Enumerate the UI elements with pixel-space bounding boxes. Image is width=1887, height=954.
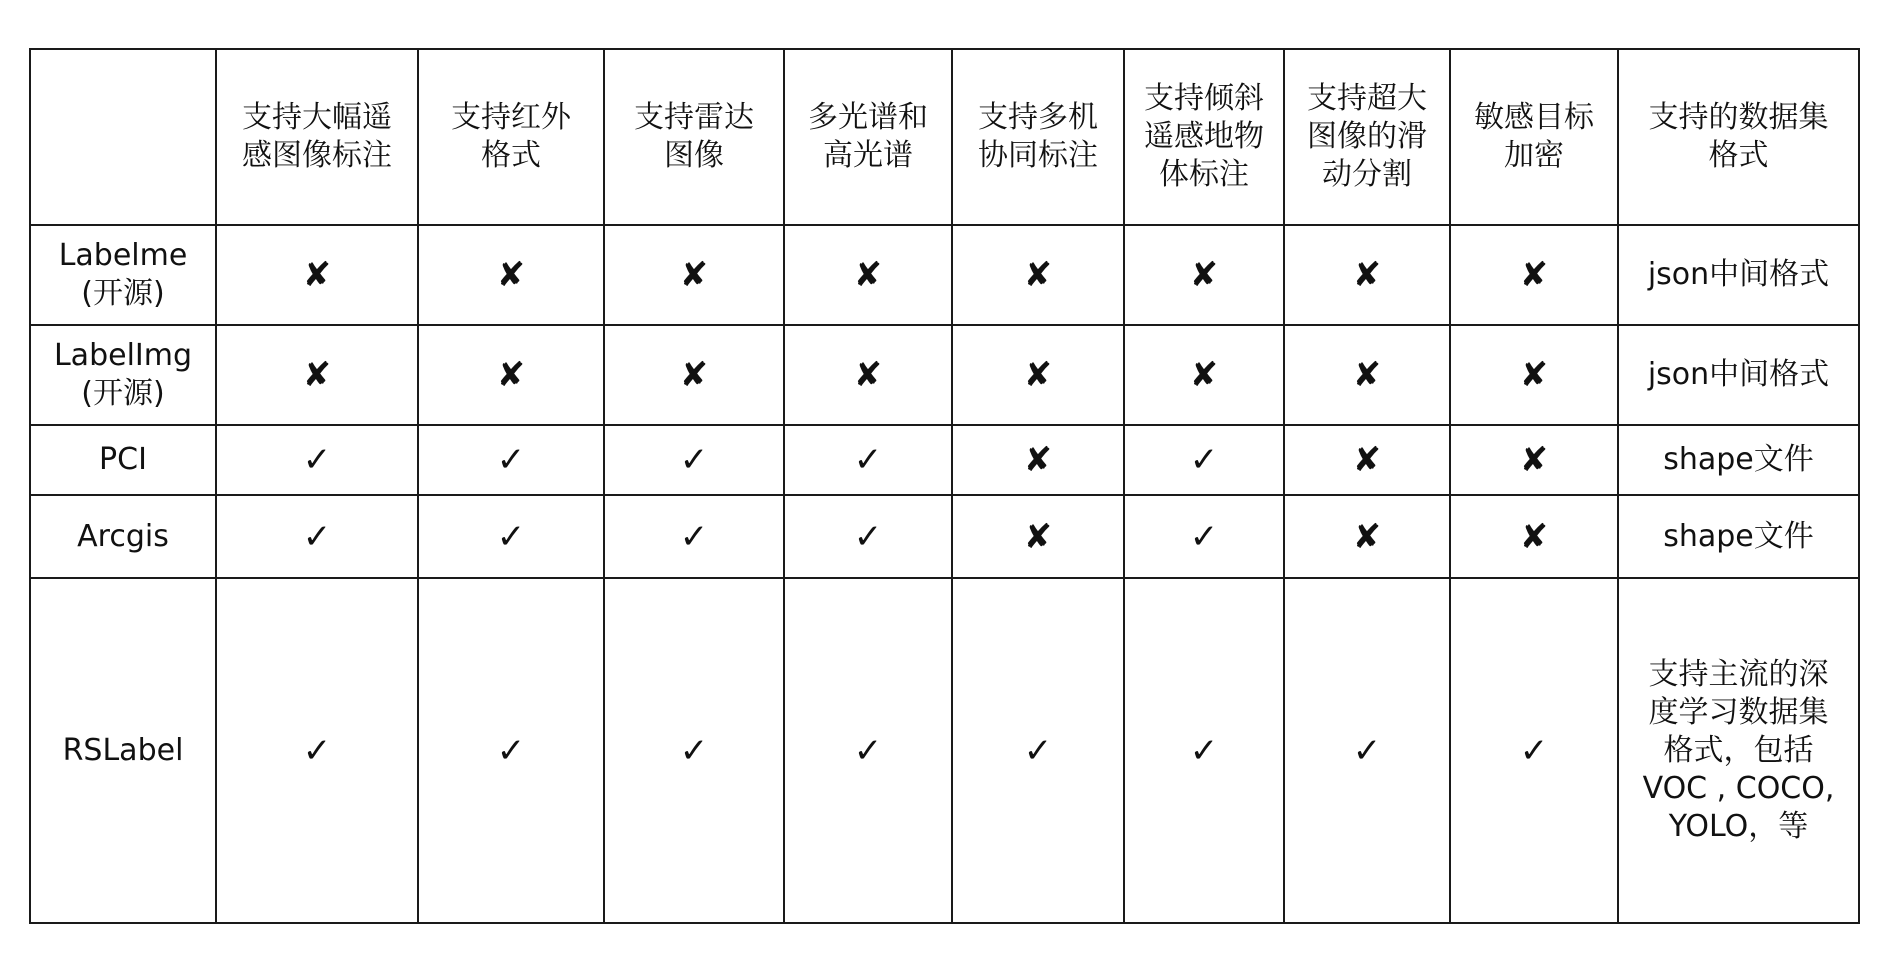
support-mark: ✓ [1284,578,1450,923]
support-mark: ✓ [1450,578,1618,923]
table-row-arcgis [30,495,1859,578]
header-sliding-split: 支持超大 图像的滑 动分割 [1284,49,1450,225]
support-mark: ✘ [952,325,1124,425]
dataset-format: shape文件 [1618,495,1859,578]
support-mark: ✘ [216,225,418,325]
support-mark: ✘ [604,225,784,325]
tool-name: LabelImg (开源) [30,325,216,425]
tool-name: PCI [30,425,216,495]
header-multispectral-hyperspectral: 多光谱和 高光谱 [784,49,952,225]
header-oblique-object-annotation: 支持倾斜 遥感地物 体标注 [1124,49,1284,225]
support-mark: ✘ [418,225,604,325]
support-mark: ✓ [784,425,952,495]
support-mark: ✘ [952,225,1124,325]
support-mark: ✓ [604,495,784,578]
support-mark: ✓ [784,495,952,578]
support-mark: ✓ [952,578,1124,923]
support-mark: ✘ [952,425,1124,495]
support-mark: ✓ [216,495,418,578]
support-mark: ✘ [1284,225,1450,325]
header-infrared-format: 支持红外 格式 [418,49,604,225]
support-mark: ✓ [1124,578,1284,923]
support-mark: ✘ [1284,495,1450,578]
support-mark: ✘ [952,495,1124,578]
support-mark: ✓ [418,425,604,495]
support-mark: ✘ [784,325,952,425]
dataset-format: json中间格式 [1618,325,1859,425]
dataset-format: json中间格式 [1618,225,1859,325]
support-mark: ✓ [1124,495,1284,578]
table-row-labelme [30,225,1859,325]
support-mark: ✘ [784,225,952,325]
support-mark: ✓ [604,578,784,923]
table-row-rslabel [30,578,1859,923]
support-mark: ✓ [216,578,418,923]
comparison-table [29,48,1860,924]
support-mark: ✓ [216,425,418,495]
support-mark: ✓ [604,425,784,495]
tool-name: Arcgis [30,495,216,578]
support-mark: ✘ [1124,325,1284,425]
support-mark: ✓ [418,495,604,578]
support-mark: ✘ [1284,325,1450,425]
support-mark: ✘ [216,325,418,425]
table-row-labelimg [30,325,1859,425]
table-row-pci [30,425,1859,495]
support-mark: ✘ [1450,495,1618,578]
dataset-format: 支持主流的深 度学习数据集 格式，包括 VOC , COCO, YOLO，等 [1618,578,1859,923]
support-mark: ✘ [1450,325,1618,425]
corner-cell [30,49,216,225]
dataset-format: shape文件 [1618,425,1859,495]
support-mark: ✓ [418,578,604,923]
support-mark: ✘ [604,325,784,425]
support-mark: ✓ [1124,425,1284,495]
header-row [30,49,1859,225]
support-mark: ✘ [1284,425,1450,495]
support-mark: ✘ [1124,225,1284,325]
header-large-image-annotation: 支持大幅遥 感图像标注 [216,49,418,225]
tool-name: RSLabel [30,578,216,923]
header-radar-image: 支持雷达 图像 [604,49,784,225]
tool-name: Labelme (开源) [30,225,216,325]
header-dataset-formats: 支持的数据集 格式 [1618,49,1859,225]
header-multi-machine-annotation: 支持多机 协同标注 [952,49,1124,225]
support-mark: ✘ [418,325,604,425]
support-mark: ✓ [784,578,952,923]
header-sensitive-target-encryption: 敏感目标 加密 [1450,49,1618,225]
support-mark: ✘ [1450,225,1618,325]
support-mark: ✘ [1450,425,1618,495]
